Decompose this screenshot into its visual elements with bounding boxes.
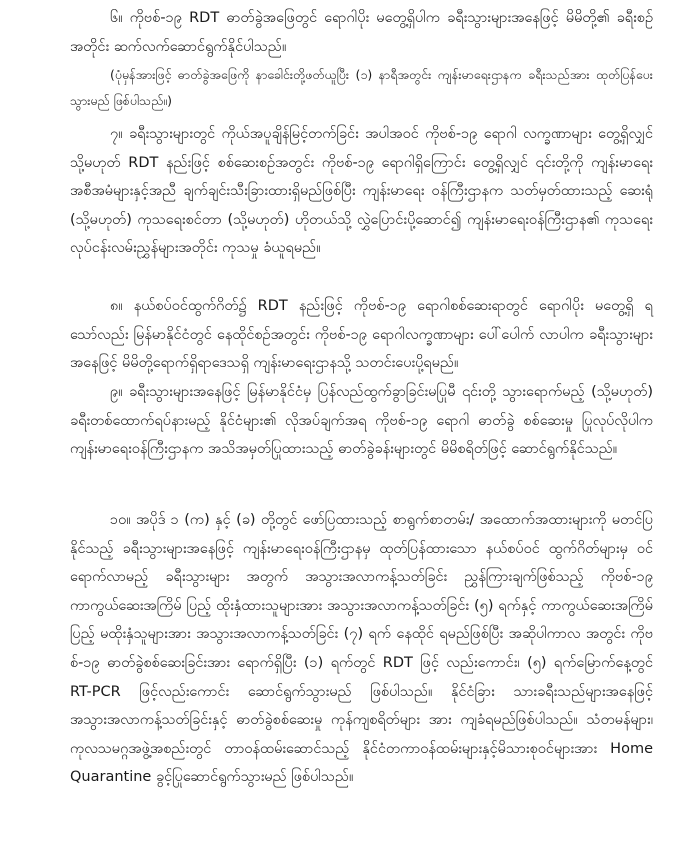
paragraph-8: ၈။ နယ်စပ်ဝင်ထွက်ဂိတ်၌ RDT နည်းဖြင့် ကိုဗစ်-၁၉ ရောဂါစစ်ဆေးရာတွင် ရောဂါပိုး မတွေ့ရှိ ရသော်လည်း မြန်မာနိုင်ငံတွင် နေထိုင်စဉ်အတွင်း ကိုဗစ်-၁၉ ရောဂါလက္ခဏာများ ပေါ်ပေါက် လာပါက ခရီးသွားများအနေဖြင့် မိမိတို့ရောက်ရှိရာဒေသရှိ ကျန်းမာရေးဌာနသို့ သတင်းပေးပို့ရမည်။	[70, 298, 653, 372]
paragraph-6: ၆။ ကိုဗစ်-၁၉ RDT ဓာတ်ခွဲအဖြေတွင် ရောဂါပိုး မတွေ့ရှိပါက ခရီးသွားများအနေဖြင့် မိမိတို့၏ ခရီးစဉ်အတိုင်း ဆက်လက်ဆောင်ရွက်နိုင်ပါသည်။	[70, 10, 653, 55]
paragraph-9: ၉။ ခရီးသွားများအနေဖြင့် မြန်မာနိုင်ငံမှ ပြန်လည်ထွက်ခွာခြင်းမပြုမီ ၎င်းတို့ သွားရောက်မည့် (သို့မဟုတ်) ခရီးတစ်ထောက်ရပ်နားမည့် နိုင်ငံများ၏ လိုအပ်ချက်အရ ကိုဗစ်-၁၉ ရောဂါ ဓာတ်ခွဲ စစ်ဆေးမှု ပြုလုပ်လိုပါက ကျန်းမာရေးဝန်ကြီးဌာနက အသိအမှတ်ပြုထားသည့် ဓာတ်ခွဲခန်းများတွင် မိမိစရိတ်ဖြင့် ဆောင်ရွက်နိုင်သည်။	[70, 384, 653, 458]
paragraph-6-note: (ပုံမှန်အားဖြင့် ဓာတ်ခွဲအဖြေကို နာခေါင်းတို့ဖတ်ယူပြီး (၁) နာရီအတွင်း ကျန်းမာရေးဌာနက ခရီးသည်အား ထုတ်ပြန်ပေးသွားမည် ဖြစ်ပါသည်။)	[70, 67, 653, 108]
paragraph-10: ၁၀။ အပိုဒ် ၁ (က) နှင့် (ခ) တို့တွင် ဖော်ပြထားသည့် စာရွက်စာတမ်း/ အထောက်အထားများကို မတင်ပြနိုင်သည့် ခရီးသွားများအနေဖြင့် ကျန်းမာရေးဝန်ကြီးဌာနမှ ထုတ်ပြန်ထားသော နယ်စပ်ဝင် ထွက်ဂိတ်များမှ ဝင်ရောက်လာမည့် ခရီးသွားများ အတွက် အသွားအလာကန့်သတ်ခြင်း ညွှန်ကြားချက်ဖြစ်သည့် ကိုဗစ်-၁၉ ကာကွယ်ဆေးအကြိမ် ပြည့် ထိုးနှံထားသူများအား အသွားအလာကန့်သတ်ခြင်း (၅) ရက်နှင့် ကာကွယ်ဆေးအကြိမ်ပြည့် မထိုးနှံသူများအား အသွားအလာကန့်သတ်ခြင်း (၇) ရက် နေထိုင် ရမည်ဖြစ်ပြီး အဆိုပါကာလ အတွင်း ကိုဗစ်-၁၉ ဓာတ်ခွဲစစ်ဆေးခြင်းအား ရောက်ရှိပြီး (၁) ရက်တွင် RDT ဖြင့် လည်းကောင်း၊ (၅) ရက်မြောက်နေ့တွင် RT-PCR ဖြင့်လည်းကောင်း ဆောင်ရွက်သွားမည် ဖြစ်ပါသည်။ နိုင်ငံခြား သားခရီးသည်များအနေဖြင့် အသွားအလာကန့်သတ်ခြင်းနှင့် ဓာတ်ခွဲစစ်ဆေးမှု ကုန်ကျစရိတ်များ အား ကျခံရမည်ဖြစ်ပါသည်။ သံတမန်များ၊ ကုလသမဂ္ဂအဖွဲ့အစည်းတွင် တာဝန်ထမ်းဆောင်သည့် နိုင်ငံတကာဝန်ထမ်းများနှင့်မိသားစုဝင်များအား Home Quarantine ခွင့်ပြုဆောင်ရွက်သွားမည် ဖြစ်ပါသည်။	[70, 512, 653, 786]
paragraph-7: ၇။ ခရီးသွားများတွင် ကိုယ်အပူချိန်မြင့်တက်ခြင်း အပါအဝင် ကိုဗစ်-၁၉ ရောဂါ လက္ခဏာများ တွေ့ရှိလျှင် သို့မဟုတ် RDT နည်းဖြင့် စစ်ဆေးစဉ်အတွင်း ကိုဗစ်-၁၉ ရောဂါရှိကြောင်း တွေ့ရှိလျှင် ၎င်းတို့ကို ကျန်းမာရေးအစီအမံများနှင့်အညီ ချက်ချင်းသီးခြားထားရှိမည်ဖြစ်ပြီး ကျန်းမာရေး ဝန်ကြီးဌာနက သတ်မှတ်ထားသည့် ဆေးရုံ (သို့မဟုတ်) ကုသရေးစင်တာ (သို့မဟုတ်) ဟိုတယ်သို့ လွှဲပြောင်းပို့ဆောင်၍ ကျန်းမာရေးဝန်ကြီးဌာန၏ ကုသရေးလုပ်ငန်းလမ်းညွှန်များအတိုင်း ကုသမှု ခံယူရမည်။	[70, 126, 653, 257]
